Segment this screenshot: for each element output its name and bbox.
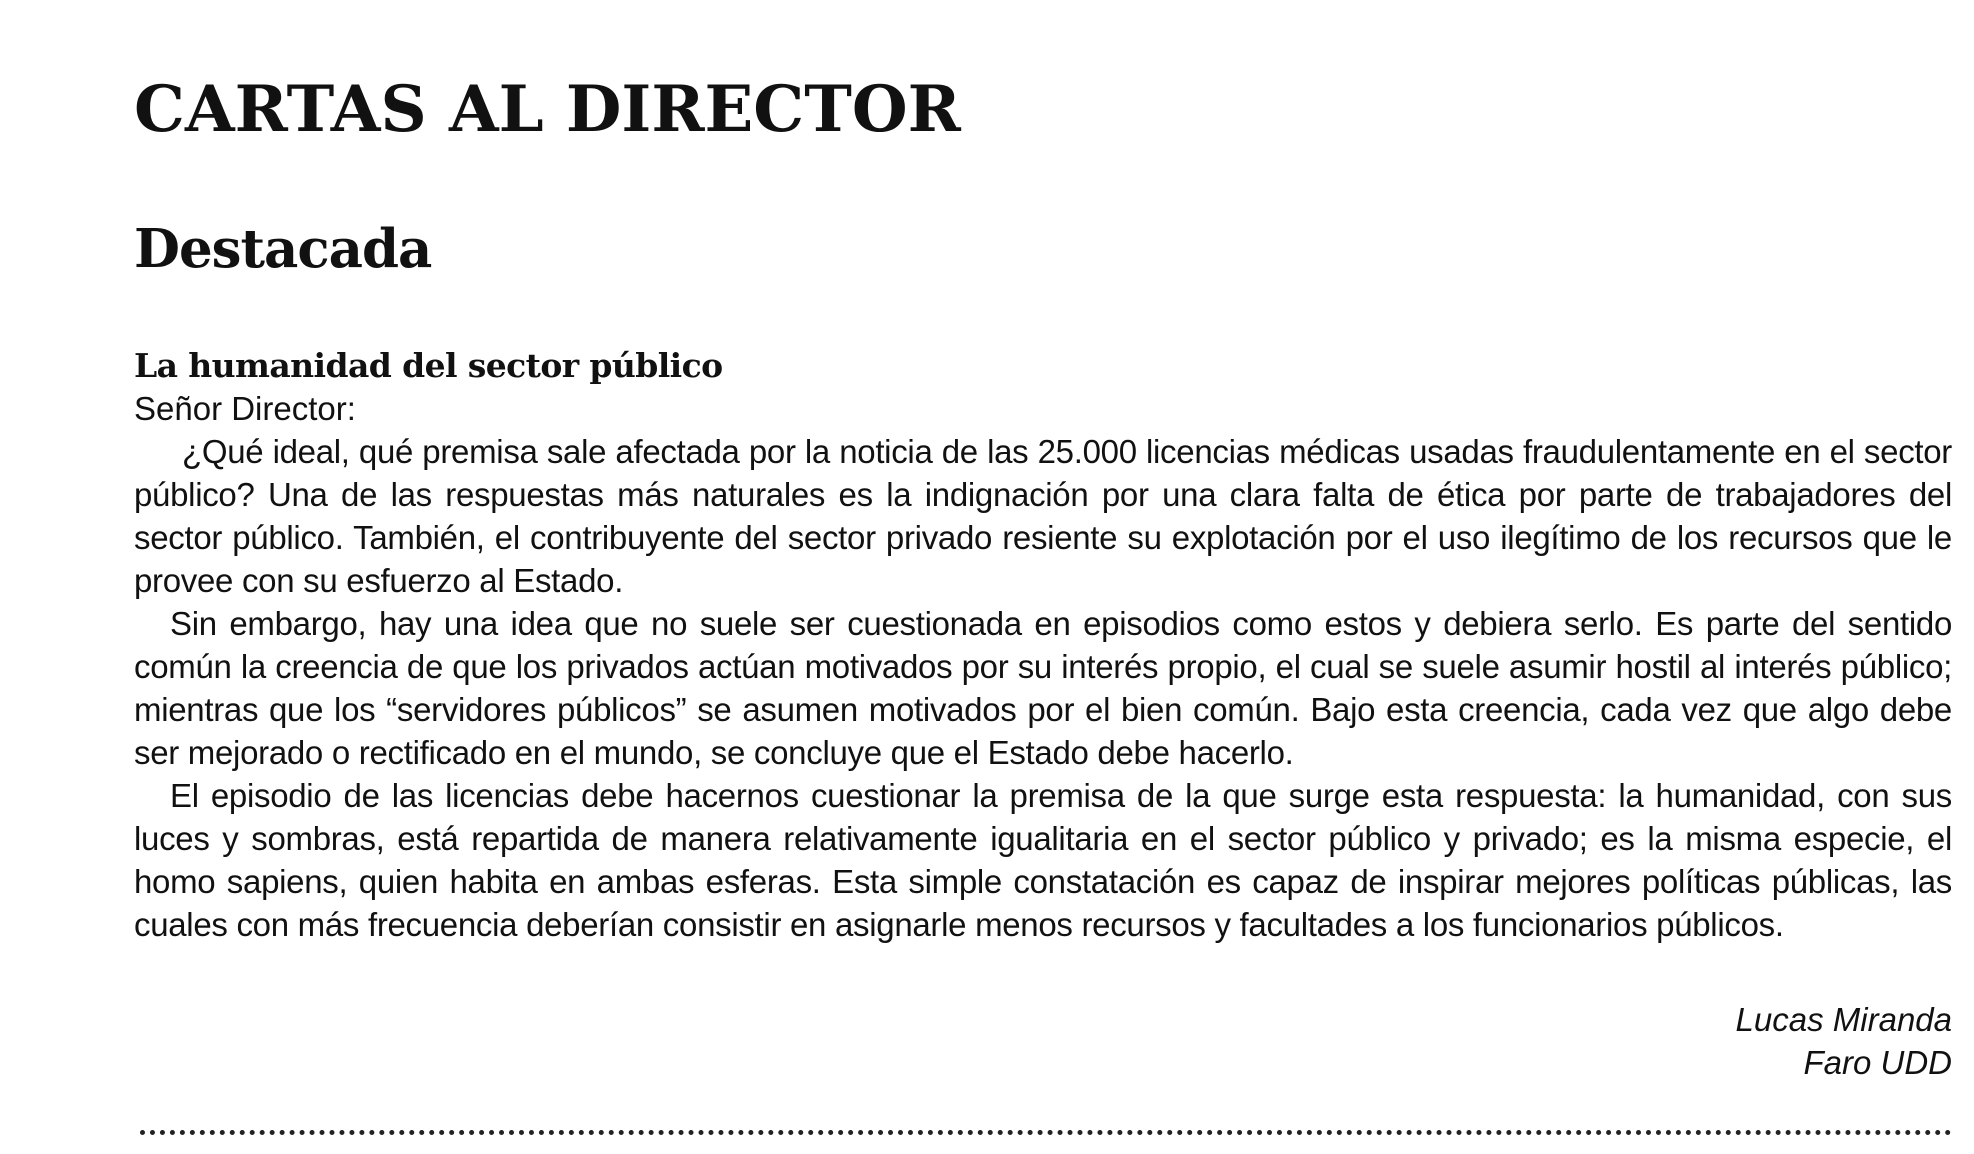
letter-paragraph: El episodio de las licencias debe hacernos cuestionar la premisa de la que surge esta respuesta: la humanidad, con sus luces y sombras, está repartida de manera relativamente igualitaria en el sector público y privado; es la misma especie, el homo sapiens, quien habita en ambas esferas. Esta simple constatación es capaz de inspirar mejores políticas públicas, las cuales con más frecuencia deberían consistir en asignarle menos recursos y facultades a los funcionarios públicos.	[134, 777, 1952, 943]
dotted-divider	[140, 1130, 1952, 1135]
letter-paragraph: ¿Qué ideal, qué premisa sale afectada por la noticia de las 25.000 licencias médicas usadas fraudulentamente en el sector público? Una de las respuestas más naturales es la indignación por una clara falta de ética por parte de trabajadores del sector público. También, el contribuyente del sector privado resiente su explotación por el uso ilegítimo de los recursos que le provee con su esfuerzo al Estado.	[134, 433, 1952, 599]
letter-paragraph: Sin embargo, hay una idea que no suele ser cuestionada en episodios como estos y debiera serlo. Es parte del sentido común la creencia de que los privados actúan motivados por su interés propio, el cual se suele asumir hostil al interés público; mientras que los “servidores públicos” se asumen motivados por el bien común. Bajo esta creencia, cada vez que algo debe ser mejorado o rectificado en el mundo, se concluye que el Estado debe hacerlo.	[134, 605, 1952, 771]
letter	[134, 344, 1952, 1084]
signature-organization: Faro UDD	[1803, 1044, 1952, 1081]
letter-signature	[134, 998, 1952, 1084]
section-title: CARTAS AL DIRECTOR	[134, 72, 961, 147]
letter-title: La humanidad del sector público	[134, 346, 723, 385]
section-subtitle: Destacada	[134, 218, 432, 280]
letter-body	[134, 430, 1952, 946]
letter-salutation: Señor Director:	[134, 390, 356, 427]
letters-page	[134, 66, 1952, 1084]
signature-name: Lucas Miranda	[1735, 1001, 1952, 1038]
